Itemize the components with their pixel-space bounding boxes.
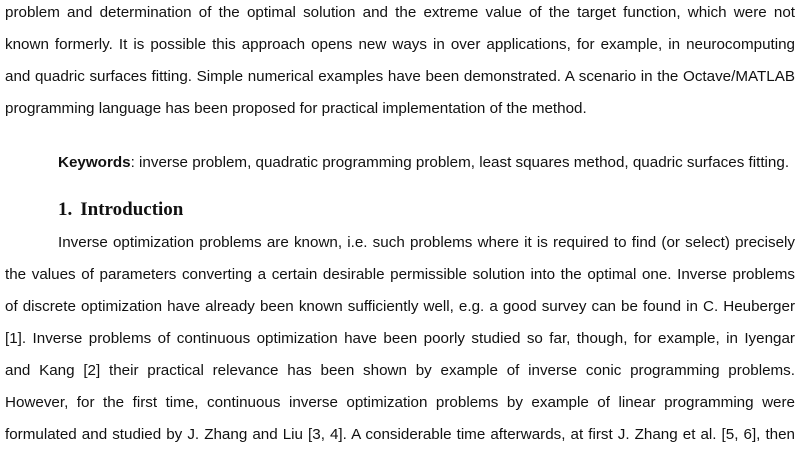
section-number: 1.	[58, 199, 73, 220]
section-title: Introduction	[80, 199, 184, 220]
intro-line: [1]. Inverse problems of continuous optimization have been poorly studied so far, though, for example, in Iyengar	[5, 330, 795, 347]
intro-line: and Kang [2] their practical relevance has been shown by example of inverse conic programming problems.	[5, 362, 795, 379]
keywords-paragraph	[58, 154, 795, 172]
keywords-label: Keywords	[58, 154, 131, 171]
abstract-line: and quadric surfaces fitting. Simple numerical examples have been demonstrated. A scenario in the Octave/MATLAB	[5, 68, 795, 85]
abstract-line: known formerly. It is possible this approach opens new ways in over applications, for example, in neurocomputing	[5, 36, 795, 53]
abstract-line: problem and determination of the optimal solution and the extreme value of the target function, which were not	[5, 4, 795, 21]
keywords-text: : inverse problem, quadratic programming problem, least squares method, quadric surfaces fitting.	[130, 154, 790, 171]
intro-line: formulated and studied by J. Zhang and Liu [3, 4]. A considerable time afterwards, at first J. Zhang et al. [5, 6], then	[5, 426, 795, 443]
section-heading	[58, 198, 183, 222]
intro-line: of discrete optimization have already been known sufficiently well, e.g. a good survey can be found in C. Heuberger	[5, 298, 795, 315]
intro-line: the values of parameters converting a certain desirable permissible solution into the optimal one. Inverse problems	[5, 266, 795, 283]
intro-line: However, for the first time, continuous inverse optimization problems by example of linear programming were	[5, 394, 795, 411]
intro-line: Inverse optimization problems are known, i.e. such problems where it is required to find (or select) precisely	[58, 234, 795, 251]
abstract-line: programming language has been proposed for practical implementation of the method.	[5, 100, 587, 117]
